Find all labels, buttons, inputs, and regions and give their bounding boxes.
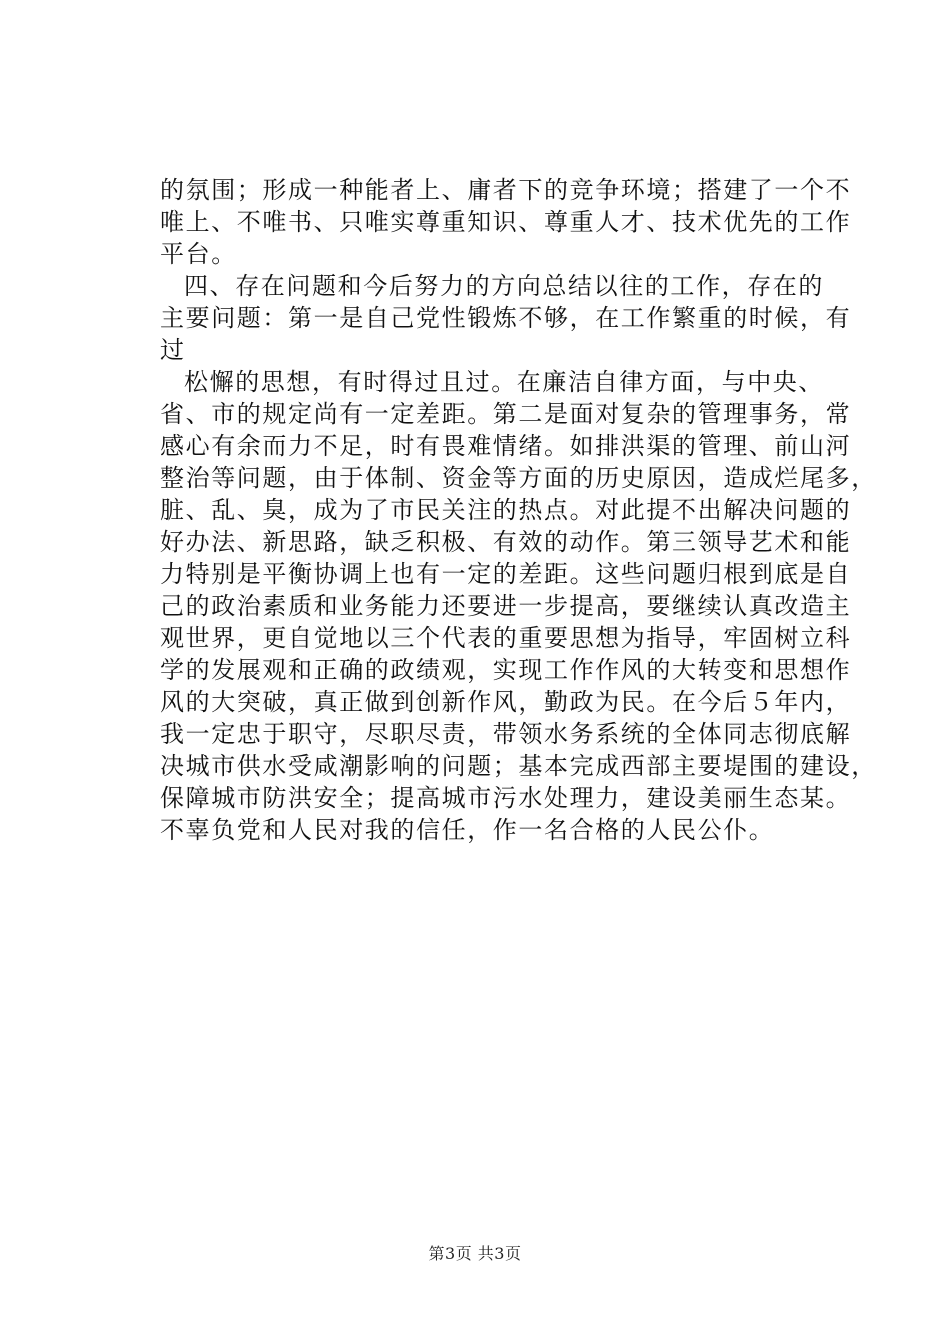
page-number-footer: 第3页 共3页 [428, 1244, 522, 1263]
text-line: 的氛围；形成一种能者上、庸者下的竞争环境；搭建了一个不 [160, 176, 852, 204]
text-line: 决城市供水受咸潮影响的问题；基本完成西部主要堤围的建设， [160, 752, 877, 780]
text-line: 学的发展观和正确的政绩观，实现工作作风的大转变和思想作 [160, 656, 852, 684]
text-line: 观世界，更自觉地以三个代表的重要思想为指导，牢固树立科 [160, 624, 852, 652]
text-line: 好办法、新思路，缺乏积极、有效的动作。第三领导艺术和能 [160, 528, 852, 556]
text-line: 过 [160, 336, 186, 364]
text-line: 主要问题：第一是自己党性锻炼不够，在工作繁重的时候，有 [160, 304, 852, 332]
text-line: 风的大突破，真正做到创新作风，勤政为民。在今后５年内， [160, 688, 852, 716]
paragraph-start-line: 四、存在问题和今后努力的方向总结以往的工作，存在的 [184, 272, 824, 300]
text-line: 感心有余而力不足，时有畏难情绪。如排洪渠的管理、前山河 [160, 432, 852, 460]
text-line: 省、市的规定尚有一定差距。第二是面对复杂的管理事务，常 [160, 400, 852, 428]
text-line: 脏、乱、臭，成为了市民关注的热点。对此提不出解决问题的 [160, 496, 852, 524]
text-line: 己的政治素质和业务能力还要进一步提高，要继续认真改造主 [160, 592, 852, 620]
text-line: 保障城市防洪安全；提高城市污水处理力，建设美丽生态某。 [160, 784, 852, 812]
text-line: 不辜负党和人民对我的信任，作一名合格的人民公仆。 [160, 816, 775, 844]
text-line: 整治等问题，由于体制、资金等方面的历史原因，造成烂尾多， [160, 464, 877, 492]
text-line: 我一定忠于职守，尽职尽责，带领水务系统的全体同志彻底解 [160, 720, 852, 748]
paragraph-start-line: 松懈的思想，有时得过且过。在廉洁自律方面，与中央、 [184, 368, 824, 396]
text-line: 平台。 [160, 240, 237, 268]
text-line: 力特别是平衡协调上也有一定的差距。这些问题归根到底是自 [160, 560, 852, 588]
text-line: 唯上、不唯书、只唯实尊重知识、尊重人才、技术优先的工作 [160, 208, 852, 236]
